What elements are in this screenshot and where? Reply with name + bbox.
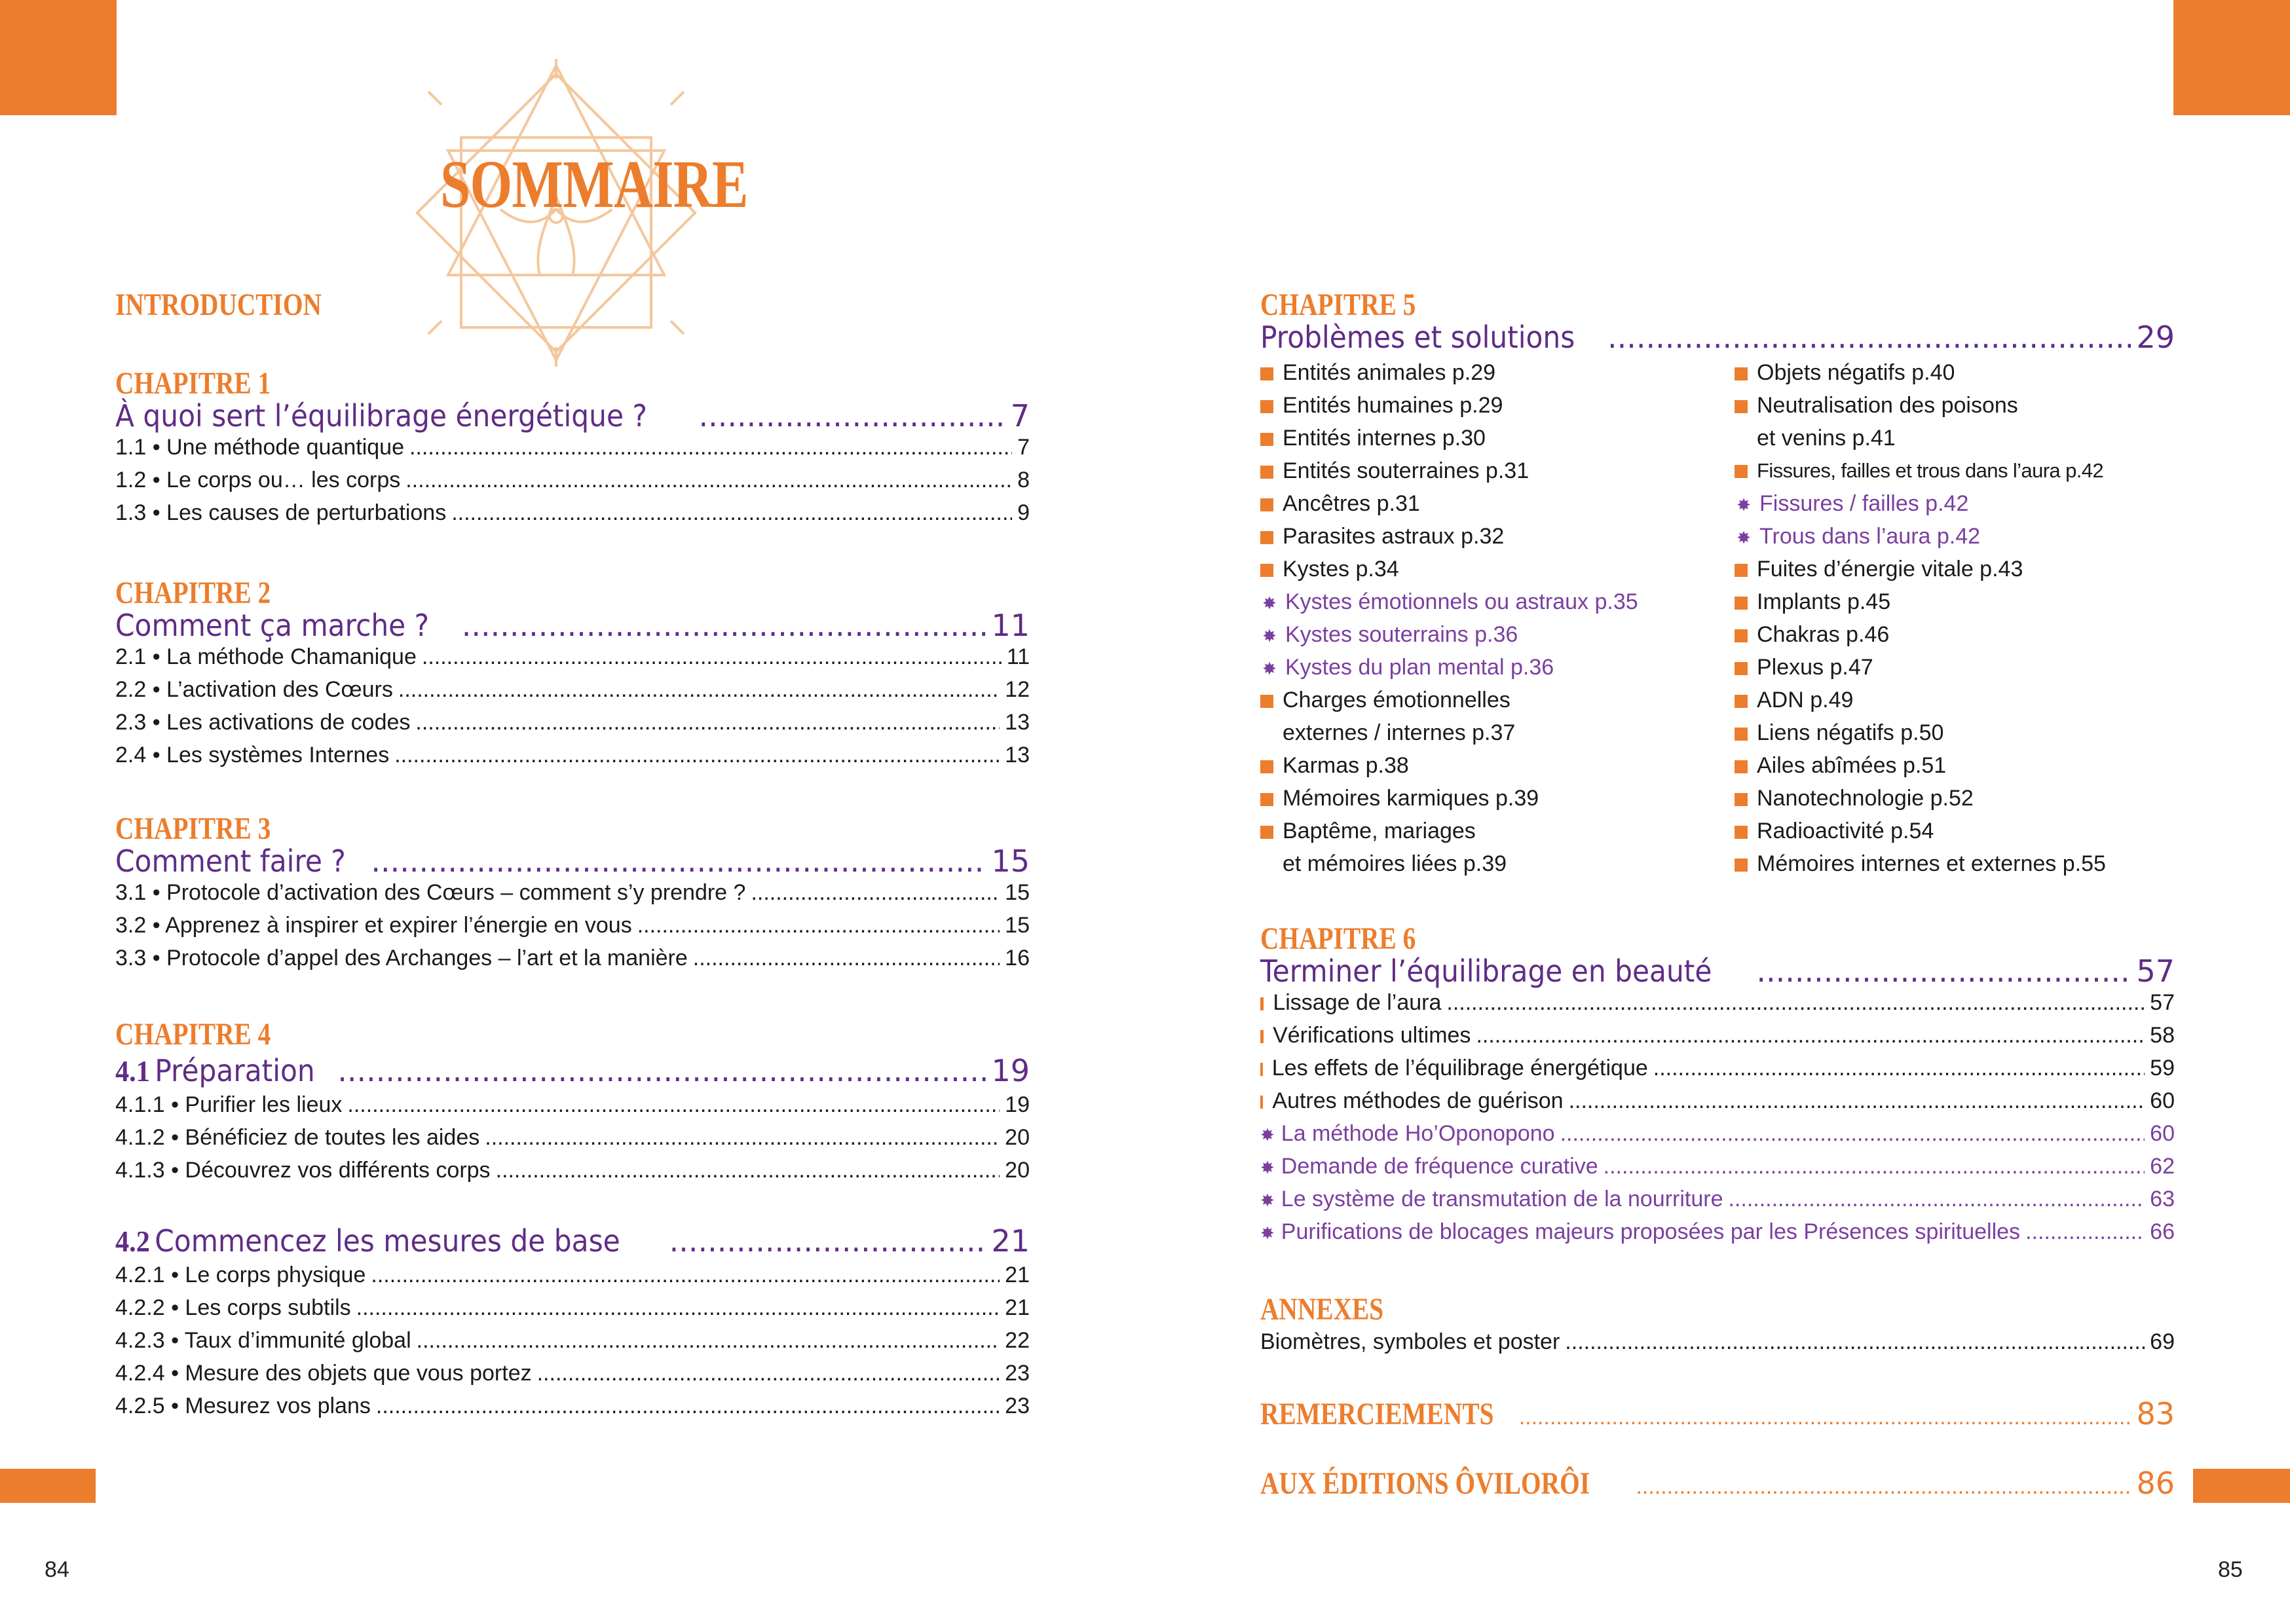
- square-bullet-icon: [1260, 997, 1264, 1010]
- toc-entry[interactable]: 4.2.1 • Le corps physique ..... 21: [115, 1263, 1030, 1295]
- chapter-6-title-line[interactable]: [1260, 953, 2175, 989]
- section-4-1-title-line[interactable]: [115, 1053, 1030, 1088]
- flower-bullet-icon: ✸: [1736, 495, 1751, 515]
- section-4-2-page: 21: [991, 1223, 1030, 1259]
- toc-entry[interactable]: 4.1.3 • Découvrez vos différents corps ..... 20: [115, 1158, 1030, 1190]
- chapter-1-title: À quoi sert l’équilibrage énergétique ?: [115, 398, 647, 434]
- list-subitem[interactable]: ✸ Fissures / failles p.42: [1735, 487, 1968, 520]
- bottom-left-accent-bar: [0, 1469, 96, 1503]
- square-bullet-icon: [1260, 1030, 1264, 1043]
- list-subitem[interactable]: ✸ Trous dans l’aura p.42: [1735, 520, 1980, 553]
- flower-bullet-icon: ✸: [1260, 1125, 1275, 1145]
- square-bullet-icon: [1735, 465, 1748, 478]
- chapter-4-label: CHAPITRE 4: [115, 1017, 271, 1052]
- chapter-2-page: 11: [991, 608, 1030, 643]
- list-item[interactable]: Karmas p.38: [1260, 749, 1409, 782]
- toc-entry[interactable]: Vérifications ultimes ..... 58: [1260, 1023, 2175, 1056]
- toc-entry[interactable]: 2.3 • Les activations de codes ..... 13: [115, 710, 1030, 743]
- right-page-number: 85: [2218, 1557, 2243, 1582]
- flower-bullet-icon: ✸: [1260, 1223, 1275, 1243]
- dot-leader: [699, 398, 1005, 434]
- square-bullet-icon: [1260, 826, 1273, 839]
- toc-subentry[interactable]: ✸ Purifications de blocages majeurs proposées par les Présences spirituelles ..... 66: [1260, 1219, 2175, 1252]
- dot-leader: [669, 1223, 986, 1259]
- list-item[interactable]: Entités internes p.30: [1260, 422, 1486, 454]
- list-item[interactable]: Ailes abîmées p.51: [1735, 749, 1946, 782]
- list-item[interactable]: Mémoires karmiques p.39: [1260, 782, 1539, 815]
- list-subitem[interactable]: ✸ Kystes émotionnels ou astraux p.35: [1260, 585, 1638, 618]
- toc-entry[interactable]: Lissage de l’aura ..... 57: [1260, 990, 2175, 1023]
- list-item-continuation: et venins p.41: [1757, 426, 1896, 451]
- list-item[interactable]: Parasites astraux p.32: [1260, 520, 1504, 553]
- section-4-2-title: Commencez les mesures de base: [155, 1223, 620, 1259]
- dot-leader: [1756, 953, 2131, 989]
- toc-entry[interactable]: Les effets de l’équilibrage énergétique ..... 59: [1260, 1056, 2175, 1088]
- list-item[interactable]: Entités souterraines p.31: [1260, 454, 1529, 487]
- toc-entry[interactable]: 2.2 • L’activation des Cœurs ..... 12: [115, 677, 1030, 710]
- chapter-5-label: CHAPITRE 5: [1260, 287, 1416, 322]
- list-item[interactable]: Entités animales p.29: [1260, 356, 1495, 389]
- remerciements-line[interactable]: [1260, 1396, 2175, 1432]
- square-bullet-icon: [1735, 826, 1748, 839]
- toc-entry[interactable]: 4.1.2 • Bénéficiez de toutes les aides ..... 20: [115, 1125, 1030, 1158]
- section-4-2-title-line[interactable]: [115, 1223, 1030, 1259]
- square-bullet-icon: [1260, 531, 1273, 544]
- square-bullet-icon: [1260, 760, 1273, 773]
- square-bullet-icon: [1260, 466, 1273, 479]
- square-bullet-icon: [1260, 498, 1273, 511]
- chapter-5-title: Problèmes et solutions: [1260, 320, 1575, 355]
- toc-entry[interactable]: 1.1 • Une méthode quantique ..... 7: [115, 435, 1030, 468]
- square-bullet-icon: [1735, 858, 1748, 872]
- list-item[interactable]: Baptême, mariages: [1260, 815, 1476, 847]
- list-item[interactable]: Fissures, failles et trous dans l’aura p.42: [1735, 454, 2103, 487]
- introduction-heading: INTRODUCTION: [115, 287, 322, 322]
- toc-entry[interactable]: 2.1 • La méthode Chamanique ..... 11: [115, 644, 1030, 677]
- top-right-accent-block: [2173, 0, 2290, 115]
- list-item[interactable]: Implants p.45: [1735, 585, 1890, 618]
- toc-entry[interactable]: 3.1 • Protocole d’activation des Cœurs – comment s’y prendre ? ..... 15: [115, 880, 1030, 913]
- chapter-6-title: Terminer l’équilibrage en beauté: [1260, 953, 1712, 989]
- chapter-2-label: CHAPITRE 2: [115, 576, 271, 610]
- chapter-3-label: CHAPITRE 3: [115, 811, 271, 846]
- list-item[interactable]: Chakras p.46: [1735, 618, 1889, 651]
- list-item[interactable]: Plexus p.47: [1735, 651, 1873, 684]
- bottom-right-accent-bar: [2193, 1469, 2290, 1503]
- dot-leader: [1519, 1405, 2131, 1430]
- square-bullet-icon: [1735, 695, 1748, 708]
- square-bullet-icon: [1260, 695, 1273, 708]
- list-item-continuation: et mémoires liées p.39: [1283, 851, 1507, 876]
- square-bullet-icon: [1260, 1096, 1263, 1109]
- square-bullet-icon: [1735, 728, 1748, 741]
- square-bullet-icon: [1260, 367, 1273, 380]
- editions-label: AUX ÉDITIONS ÔVILORÔI: [1260, 1466, 1590, 1501]
- list-item[interactable]: Mémoires internes et externes p.55: [1735, 847, 2106, 880]
- toc-entry[interactable]: 3.3 • Protocole d’appel des Archanges – l’art et la manière ..... 16: [115, 946, 1030, 978]
- square-bullet-icon: [1260, 400, 1273, 413]
- list-item[interactable]: Radioactivité p.54: [1735, 815, 1934, 847]
- left-page-number: 84: [45, 1557, 69, 1582]
- flower-bullet-icon: ✸: [1262, 659, 1277, 678]
- section-4-1-title: Préparation: [155, 1053, 315, 1088]
- toc-entry[interactable]: 4.2.3 • Taux d’immunité global ..... 22: [115, 1328, 1030, 1361]
- list-item[interactable]: Nanotechnologie p.52: [1735, 782, 1974, 815]
- annexes-label: ANNEXES: [1260, 1292, 1384, 1327]
- square-bullet-icon: [1735, 367, 1748, 380]
- toc-subentry[interactable]: ✸ Le système de transmutation de la nourriture ..... 63: [1260, 1187, 2175, 1219]
- toc-entry[interactable]: 4.2.4 • Mesure des objets que vous portez ..... 23: [115, 1361, 1030, 1393]
- section-4-1-page: 19: [991, 1053, 1030, 1088]
- toc-entry[interactable]: 4.2.2 • Les corps subtils ..... 21: [115, 1295, 1030, 1328]
- list-item[interactable]: Objets négatifs p.40: [1735, 356, 1955, 389]
- list-subitem[interactable]: ✸ Kystes du plan mental p.36: [1260, 651, 1554, 684]
- top-left-accent-block: [0, 0, 117, 115]
- chapter-3-title: Comment faire ?: [115, 843, 346, 879]
- editions-line[interactable]: [1260, 1466, 2175, 1502]
- toc-entry[interactable]: 2.4 • Les systèmes Internes ..... 13: [115, 743, 1030, 775]
- chapter-5-title-line[interactable]: [1260, 320, 2175, 355]
- toc-entry[interactable]: 3.2 • Apprenez à inspirer et expirer l’énergie en vous ..... 15: [115, 913, 1030, 946]
- chapter-2-title: Comment ça marche ?: [115, 608, 430, 643]
- toc-entry[interactable]: 1.3 • Les causes de perturbations ..... 9: [115, 500, 1030, 533]
- chapter-1-label: CHAPITRE 1: [115, 366, 271, 401]
- list-item[interactable]: Fuites d’énergie vitale p.43: [1735, 553, 2023, 585]
- list-item[interactable]: Neutralisation des poisons: [1735, 389, 2018, 422]
- chapter-3-page: 15: [991, 843, 1030, 879]
- list-item[interactable]: Charges émotionnelles: [1260, 684, 1511, 716]
- toc-entry[interactable]: 4.2.5 • Mesurez vos plans ..... 23: [115, 1393, 1030, 1426]
- section-4-1-number: 4.1: [115, 1054, 150, 1088]
- dot-leader: [462, 608, 986, 643]
- dot-leader: [1607, 320, 2131, 355]
- flower-bullet-icon: ✸: [1260, 1158, 1275, 1177]
- dot-leader: [371, 843, 986, 879]
- chapter-2-title-line[interactable]: [115, 608, 1030, 643]
- list-item[interactable]: Liens négatifs p.50: [1735, 716, 1943, 749]
- flower-bullet-icon: ✸: [1262, 593, 1277, 613]
- square-bullet-icon: [1735, 760, 1748, 773]
- flower-bullet-icon: ✸: [1736, 528, 1751, 547]
- square-bullet-icon: [1735, 629, 1748, 642]
- list-subitem[interactable]: ✸ Kystes souterrains p.36: [1260, 618, 1518, 651]
- flower-bullet-icon: ✸: [1262, 626, 1277, 646]
- page-title: SOMMAIRE: [440, 147, 748, 222]
- flower-bullet-icon: ✸: [1260, 1190, 1275, 1210]
- remerciements-label: REMERCIEMENTS: [1260, 1397, 1494, 1431]
- list-item[interactable]: Kystes p.34: [1260, 553, 1399, 585]
- remerciements-page: 83: [2136, 1396, 2175, 1431]
- list-item[interactable]: ADN p.49: [1735, 684, 1853, 716]
- dot-leader: [1636, 1474, 2131, 1500]
- square-bullet-icon: [1260, 433, 1273, 446]
- chapter-1-title-line[interactable]: [115, 398, 1030, 434]
- toc-subentry[interactable]: ✸ La méthode Ho’Oponopono ..... 60: [1260, 1121, 2175, 1154]
- square-bullet-icon: [1735, 400, 1748, 413]
- chapter-6-label: CHAPITRE 6: [1260, 921, 1416, 956]
- square-bullet-icon: [1735, 793, 1748, 806]
- editions-page: 86: [2136, 1466, 2175, 1501]
- list-item[interactable]: Entités humaines p.29: [1260, 389, 1503, 422]
- square-bullet-icon: [1735, 564, 1748, 577]
- toc-subentry[interactable]: ✸ Demande de fréquence curative ..... 62: [1260, 1154, 2175, 1187]
- toc-entry[interactable]: Biomètres, symboles et poster ..... 69: [1260, 1329, 2175, 1362]
- toc-entry[interactable]: Autres méthodes de guérison ..... 60: [1260, 1088, 2175, 1121]
- dot-leader: [337, 1053, 986, 1088]
- section-4-2-number: 4.2: [115, 1225, 150, 1258]
- toc-entry[interactable]: 1.2 • Le corps ou… les corps ..... 8: [115, 468, 1030, 500]
- list-item[interactable]: Ancêtres p.31: [1260, 487, 1420, 520]
- square-bullet-icon: [1735, 597, 1748, 610]
- square-bullet-icon: [1260, 1063, 1263, 1076]
- chapter-1-page: 7: [1010, 398, 1030, 434]
- square-bullet-icon: [1735, 662, 1748, 675]
- square-bullet-icon: [1260, 793, 1273, 806]
- chapter-5-page: 29: [2136, 320, 2175, 355]
- toc-entry[interactable]: 4.1.1 • Purifier les lieux ..... 19: [115, 1092, 1030, 1125]
- chapter-6-page: 57: [2136, 953, 2175, 989]
- chapter-3-title-line[interactable]: [115, 843, 1030, 879]
- square-bullet-icon: [1260, 564, 1273, 577]
- list-item-continuation: externes / internes p.37: [1283, 720, 1516, 745]
